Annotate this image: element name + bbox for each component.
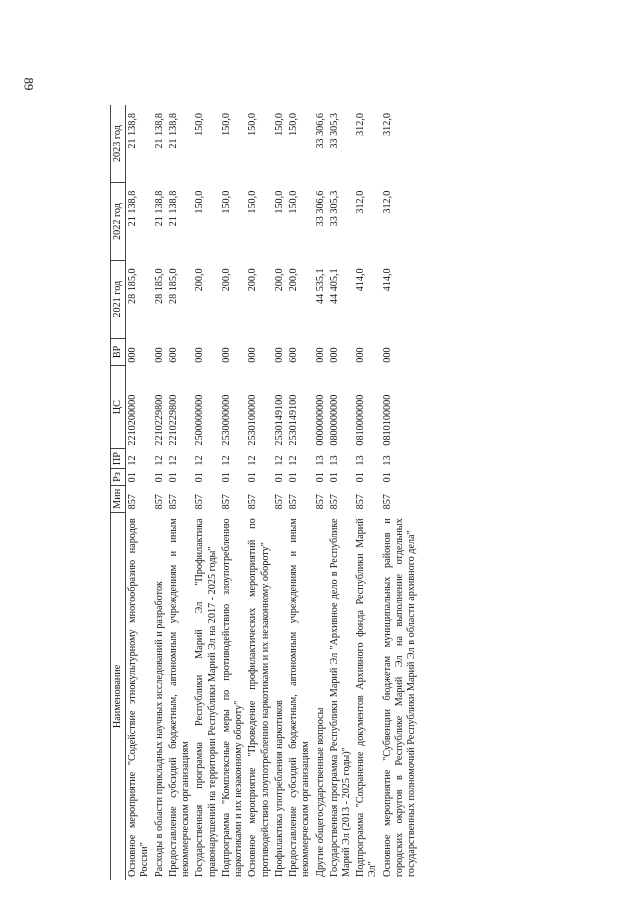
row-rz: 01 <box>288 472 300 483</box>
row-value-2021: 414,0 <box>355 268 367 292</box>
row-min: 857 <box>127 494 139 510</box>
row-pr: 12 <box>127 455 139 466</box>
header-min: Мин <box>111 485 126 512</box>
row-value-2021: 28 185,0 <box>167 268 179 305</box>
row-cs: 2500000000 <box>194 394 206 446</box>
row-cs: 2530149100 <box>288 394 300 446</box>
row-value-2023: 21 138,8 <box>127 113 139 149</box>
row-vr: 000 <box>381 347 393 363</box>
row-value-2021: 28 185,0 <box>153 268 165 305</box>
row-value-2021: 28 185,0 <box>127 268 139 305</box>
budget-table <box>110 105 419 880</box>
row-name: Предоставление субсидий бюджетным, автономным учреждениям и иным некоммерческим организациям <box>288 518 312 877</box>
row-name: Подпрограмма "Сохранение документов Архивного фонда Республики Марий Эл" <box>355 518 379 877</box>
row-name: Государственная программа Республики Марий Эл "Архивное дело в Республике Марий Эл (2013 - 2025 годы)" <box>328 518 352 877</box>
row-pr: 13 <box>381 455 393 466</box>
row-pr: 13 <box>314 455 326 466</box>
row-cs: 2210229800 <box>167 394 179 446</box>
table-row <box>287 105 313 880</box>
row-value-2023: 21 138,8 <box>167 113 179 149</box>
row-value-2022: 312,0 <box>381 190 393 214</box>
row-value-2023: 150,0 <box>194 113 206 136</box>
row-cs: 0810000000 <box>355 394 367 446</box>
row-pr: 12 <box>153 455 165 466</box>
row-value-2023: 150,0 <box>220 113 232 136</box>
row-name: Профилактика употребления наркотиков <box>273 700 285 877</box>
row-pr: 12 <box>167 455 179 466</box>
row-rz: 01 <box>220 472 232 483</box>
row-value-2022: 150,0 <box>194 190 206 214</box>
row-value-2022: 150,0 <box>247 190 259 214</box>
row-rz: 01 <box>381 472 393 483</box>
row-cs: 2530149100 <box>273 394 285 446</box>
row-rz: 01 <box>167 472 179 483</box>
table-row <box>354 105 380 880</box>
row-value-2023: 312,0 <box>355 113 367 136</box>
header-year-2023: 2023 год <box>111 105 126 183</box>
row-value-2022: 150,0 <box>220 190 232 214</box>
row-vr: 000 <box>220 347 232 363</box>
row-rz: 01 <box>127 472 139 483</box>
row-min: 857 <box>381 494 393 510</box>
row-name: Основное мероприятие "Проведение профилактических мероприятий по противодействию злоупотреблению наркотиками и их незаконному обороту" <box>247 518 271 877</box>
row-min: 857 <box>153 494 165 510</box>
row-min: 857 <box>328 494 340 510</box>
row-vr: 000 <box>194 347 206 363</box>
row-pr: 12 <box>247 455 259 466</box>
row-vr: 600 <box>288 347 300 363</box>
row-vr: 000 <box>328 347 340 363</box>
row-value-2022: 33 305,3 <box>328 190 340 227</box>
row-min: 857 <box>220 494 232 510</box>
row-rz: 01 <box>194 472 206 483</box>
row-value-2022: 21 138,8 <box>127 190 139 227</box>
row-cs: 0810100000 <box>381 394 393 446</box>
row-rz: 01 <box>314 472 326 483</box>
table-row <box>193 105 219 880</box>
row-value-2023: 33 306,6 <box>314 113 326 149</box>
row-value-2023: 150,0 <box>247 113 259 136</box>
row-value-2023: 150,0 <box>273 113 285 136</box>
row-min: 857 <box>194 494 206 510</box>
row-vr: 000 <box>314 347 326 363</box>
row-value-2021: 414,0 <box>381 268 393 292</box>
row-name: Расходы в области прикладных научных исследований и разработок <box>153 581 165 877</box>
row-pr: 12 <box>273 455 285 466</box>
header-name: Наименование <box>111 512 126 880</box>
row-value-2021: 200,0 <box>288 268 300 292</box>
row-cs: 2530100000 <box>247 394 259 446</box>
row-value-2021: 200,0 <box>220 268 232 292</box>
row-rz: 01 <box>273 472 285 483</box>
row-min: 857 <box>167 494 179 510</box>
table-body <box>126 105 420 880</box>
row-value-2022: 33 306,6 <box>314 190 326 227</box>
header-year-2022: 2022 год <box>111 183 126 261</box>
header-rz: Рз <box>111 469 126 486</box>
row-cs: 2210200000 <box>127 394 139 446</box>
row-name: Подпрограмма "Комплексные меры по противодействию злоупотреблению наркотиками и их незаконному обороту" <box>220 518 245 877</box>
header-vr: ВР <box>111 338 126 366</box>
row-min: 857 <box>273 494 285 510</box>
row-value-2022: 150,0 <box>273 190 285 214</box>
row-value-2021: 44 405,1 <box>328 268 340 305</box>
row-vr: 000 <box>247 347 259 363</box>
row-cs: 0800000000 <box>328 394 340 446</box>
row-value-2022: 150,0 <box>288 190 300 214</box>
row-pr: 12 <box>220 455 232 466</box>
row-value-2023: 312,0 <box>381 113 393 136</box>
page-number: 89 <box>21 77 37 91</box>
row-value-2021: 200,0 <box>194 268 206 292</box>
row-rz: 01 <box>328 472 340 483</box>
row-value-2023: 33 305,3 <box>328 113 340 149</box>
row-value-2022: 21 138,8 <box>153 190 165 227</box>
row-vr: 000 <box>355 347 367 363</box>
header-pr: ПР <box>111 449 126 469</box>
table-row <box>381 105 420 880</box>
row-value-2023: 150,0 <box>288 113 300 136</box>
row-rz: 01 <box>355 472 367 483</box>
row-pr: 13 <box>328 455 340 466</box>
row-cs: 0000000000 <box>314 394 326 446</box>
row-name: Основное мероприятие "Субвенции бюджетам муниципальных районов и городских округов в Республике Марий Эл на выполнение отдельных государственных полномочий Республики Марий Эл в области архивного дела" <box>381 518 418 877</box>
row-min: 857 <box>314 494 326 510</box>
row-min: 857 <box>247 494 259 510</box>
row-rz: 01 <box>247 472 259 483</box>
rotated-page-content <box>110 45 530 880</box>
table-row <box>314 105 328 880</box>
table-row <box>167 105 193 880</box>
row-cs: 2530000000 <box>220 394 232 446</box>
table-row <box>328 105 354 880</box>
row-name: Государственная программа Республики Марий Эл "Профилактика правонарушений на территории Республики Марий Эл на 2017 - 2025 годы" <box>194 518 218 877</box>
row-pr: 12 <box>194 455 206 466</box>
row-pr: 12 <box>288 455 300 466</box>
row-value-2022: 21 138,8 <box>167 190 179 227</box>
table-row <box>220 105 246 880</box>
row-vr: 000 <box>127 347 139 363</box>
row-vr: 000 <box>273 347 285 363</box>
table-header <box>111 105 126 880</box>
header-row <box>111 105 126 880</box>
table-row <box>246 105 272 880</box>
row-name: Предоставление субсидий бюджетным, автономным учреждениям и иным некоммерческим организациям <box>167 518 192 877</box>
row-vr: 000 <box>153 347 165 363</box>
row-value-2021: 200,0 <box>247 268 259 292</box>
row-value-2023: 21 138,8 <box>153 113 165 149</box>
table-row <box>273 105 287 880</box>
table-row <box>126 105 153 880</box>
table-row <box>153 105 167 880</box>
row-name: Основное мероприятие "Содействие этнокультурному многообразию народов России" <box>127 518 151 877</box>
row-cs: 2210229800 <box>153 394 165 446</box>
header-cs: ЦС <box>111 366 126 449</box>
row-min: 857 <box>288 494 300 510</box>
row-name: Другие общегосударственные вопросы <box>314 707 326 877</box>
row-value-2021: 200,0 <box>273 268 285 292</box>
header-year-2021: 2021 год <box>111 260 126 338</box>
row-value-2022: 312,0 <box>355 190 367 214</box>
row-min: 857 <box>355 494 367 510</box>
row-pr: 13 <box>355 455 367 466</box>
row-rz: 01 <box>153 472 165 483</box>
row-vr: 600 <box>167 347 179 363</box>
row-value-2021: 44 535,1 <box>314 268 326 305</box>
